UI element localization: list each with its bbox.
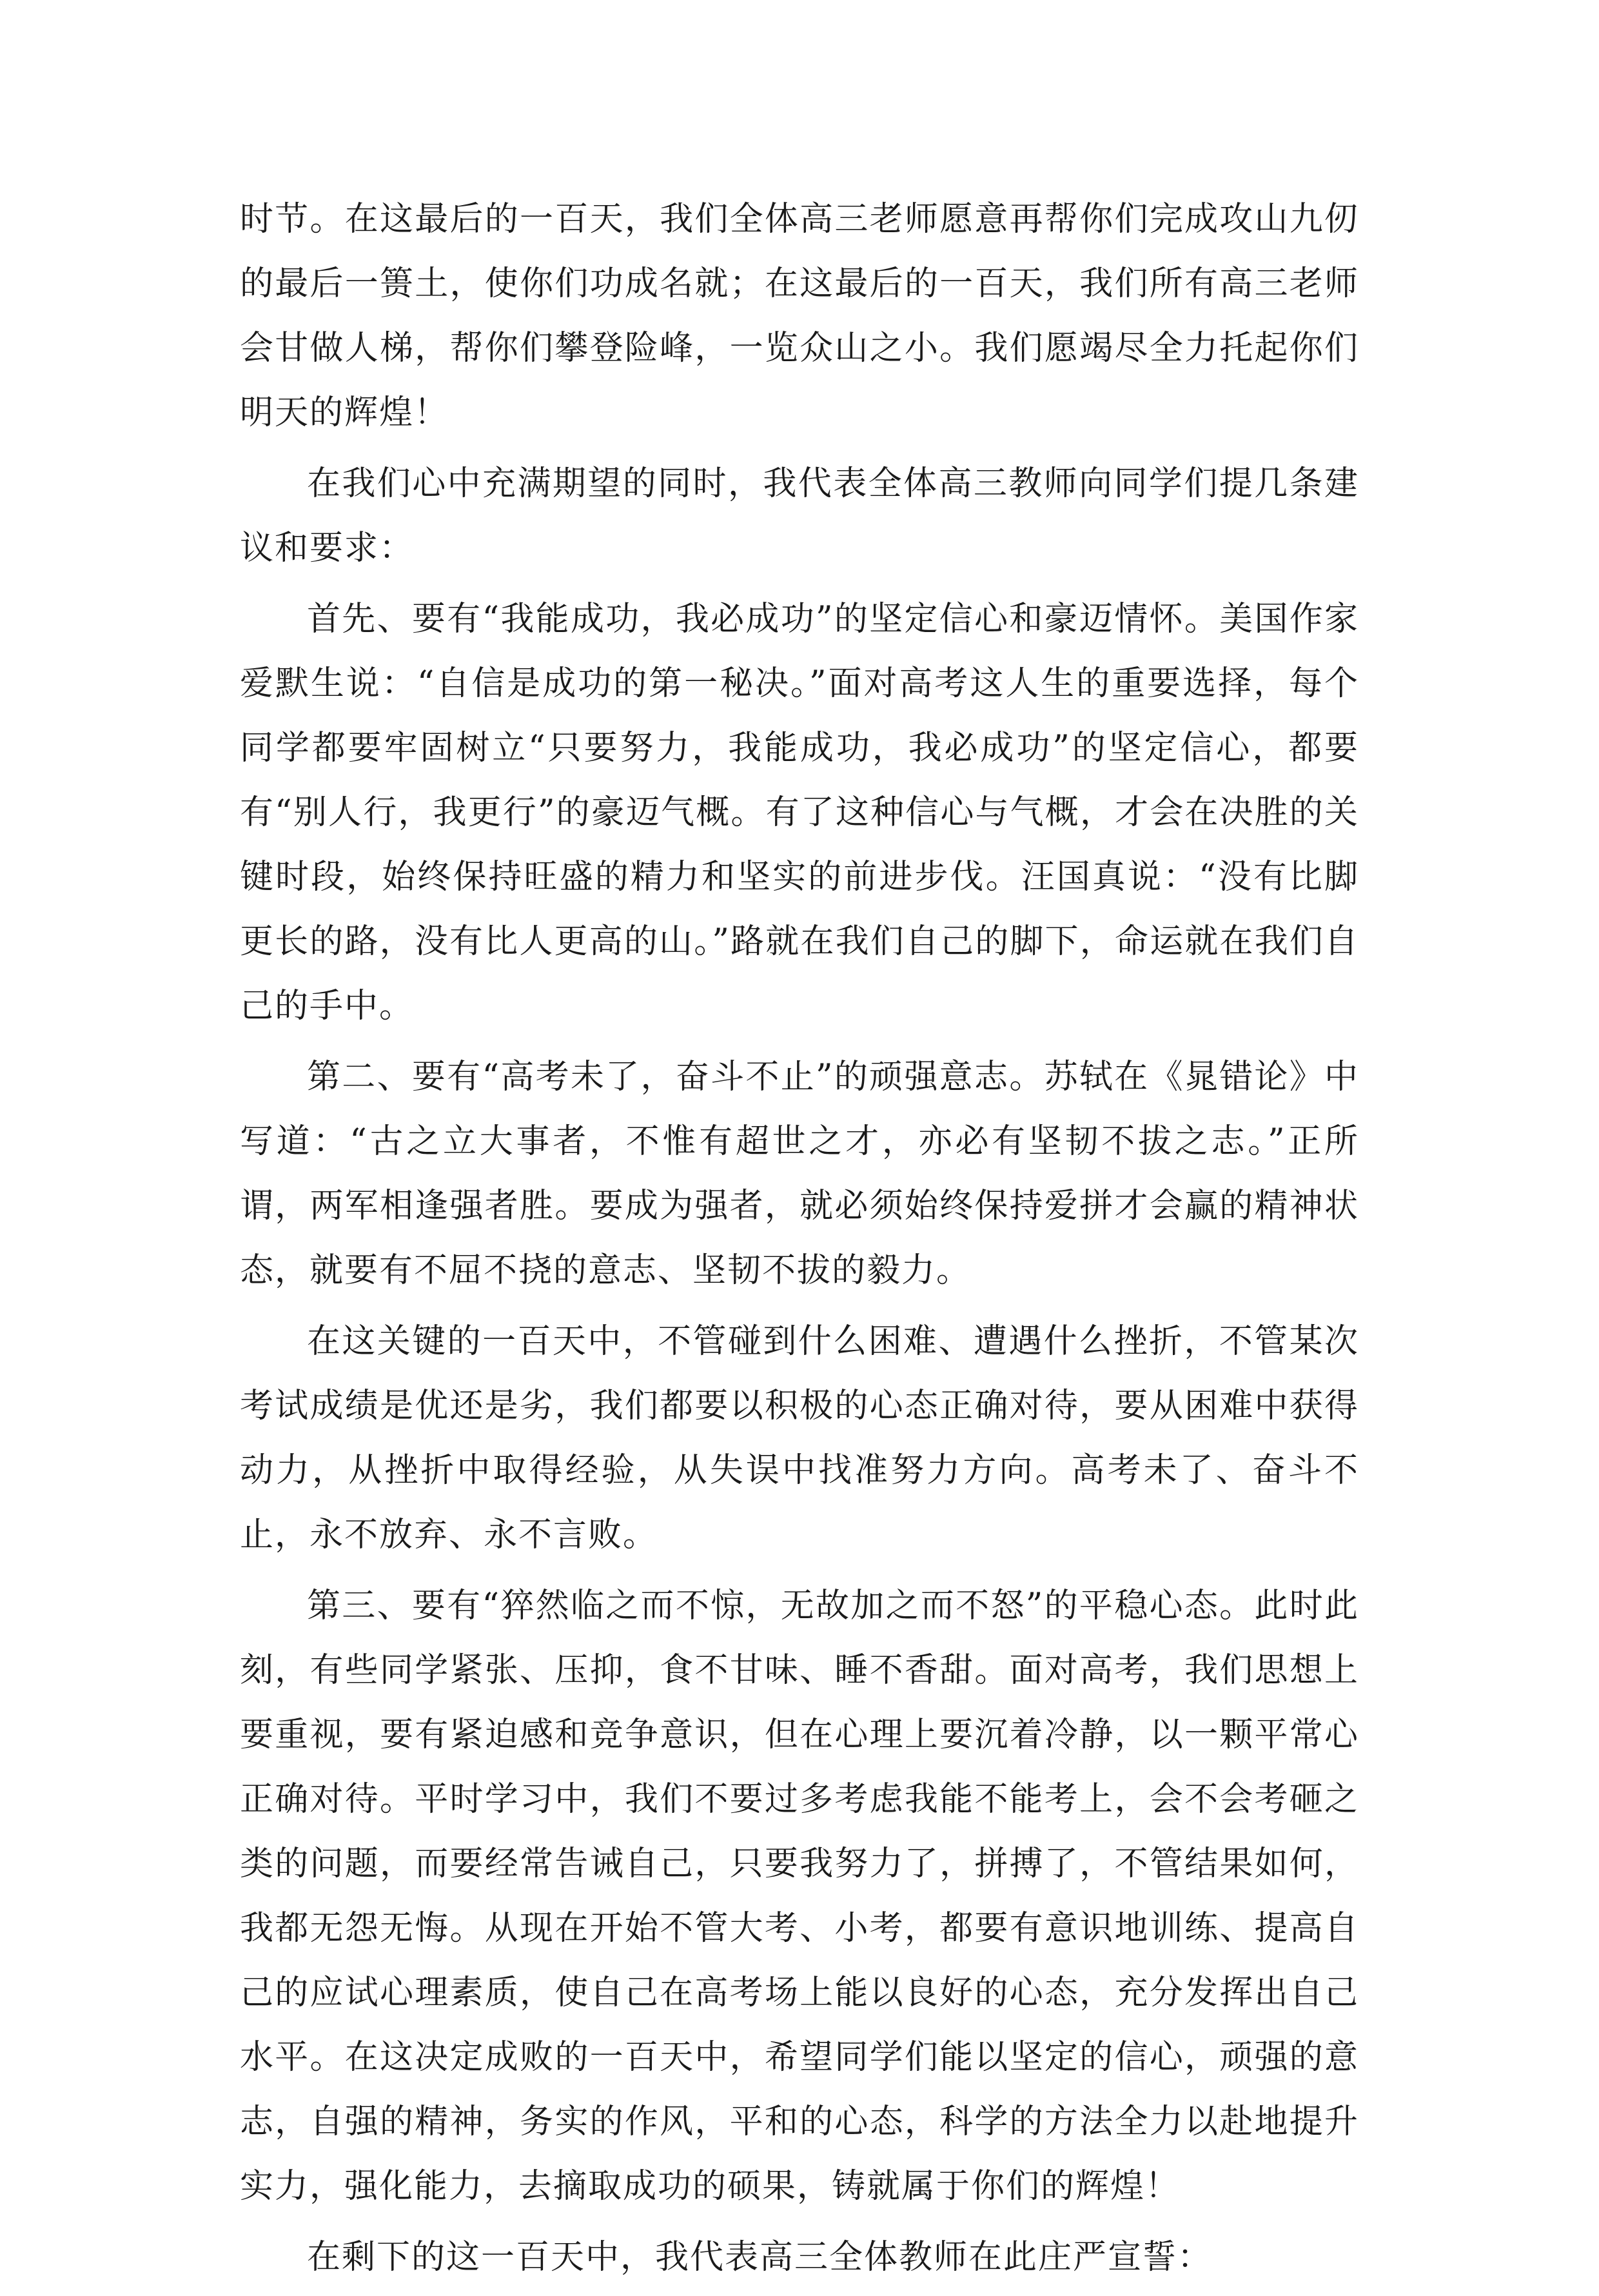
paragraph-5: 在这关键的一百天中，不管碰到什么困难、遭遇什么挫折，不管某次考试成绩是优还是劣，我们都要以积极的心态正确对待，要从困难中获得动力，从挫折中取得经验，从失误中找准努力方向。高考未了、奋斗不止，永不放弃、永不言败。: [240, 1322, 1359, 1554]
paragraph-2: 在我们心中充满期望的同时，我代表全体高三教师向同学们提几条建议和要求：: [240, 464, 1359, 568]
paragraph-4: 第二、要有“高考未了，奋斗不止”的顽强意志。苏轼在《晁错论》中写道：“古之立大事者，不惟有超世之才，亦必有坚韧不拔之志。”正所谓，两军相逢强者胜。要成为强者，就必须始终保持爱拼才会赢的精神状态，就要有不屈不挠的意志、坚韧不拔的毅力。: [240, 1058, 1359, 1290]
paragraph-6: 第三、要有“猝然临之而不惊，无故加之而不怒”的平稳心态。此时此刻，有些同学紧张、压抑，食不甘味、睡不香甜。面对高考，我们思想上要重视，要有紧迫感和竞争意识，但在心理上要沉着冷静，以一颗平常心正确对待。平时学习中，我们不要过多考虑我能不能考上，会不会考砸之类的问题，而要经常告诫自己，只要我努力了，拼搏了，不管结果如何，我都无怨无悔。从现在开始不管大考、小考，都要有意识地训练、提高自己的应试心理素质，使自己在高考场上能以良好的心态，充分发挥出自己水平。在这决定成败的一百天中，希望同学们能以坚定的信心，顽强的意志，自强的精神，务实的作风，平和的心态，科学的方法全力以赴地提升实力，强化能力，去摘取成功的硕果，铸就属于你们的辉煌！: [240, 1587, 1359, 2206]
paragraph-3: 首先、要有“我能成功，我必成功”的坚定信心和豪迈情怀。美国作家爱默生说：“自信是成功的第一秘决。”面对高考这人生的重要选择，每个同学都要牢固树立“只要努力，我能成功，我必成功”的坚定信心，都要有“别人行，我更行”的豪迈气概。有了这种信心与气概，才会在决胜的关键时段，始终保持旺盛的精力和坚实的前进步伐。汪国真说：“没有比脚更长的路，没有比人更高的山。”路就在我们自己的脚下，命运就在我们自己的手中。: [240, 600, 1359, 1025]
document-body: [240, 187, 1359, 2296]
paragraph-7: 在剩下的这一百天中，我代表高三全体教师在此庄严宣誓：: [307, 2238, 1213, 2277]
paragraph-1: 时节。在这最后的一百天，我们全体高三老师愿意再帮你们完成攻山九仞的最后一篑土，使你们功成名就；在这最后的一百天，我们所有高三老师会甘做人梯，帮你们攀登险峰，一览众山之小。我们愿竭尽全力托起你们明天的辉煌！: [240, 200, 1359, 432]
